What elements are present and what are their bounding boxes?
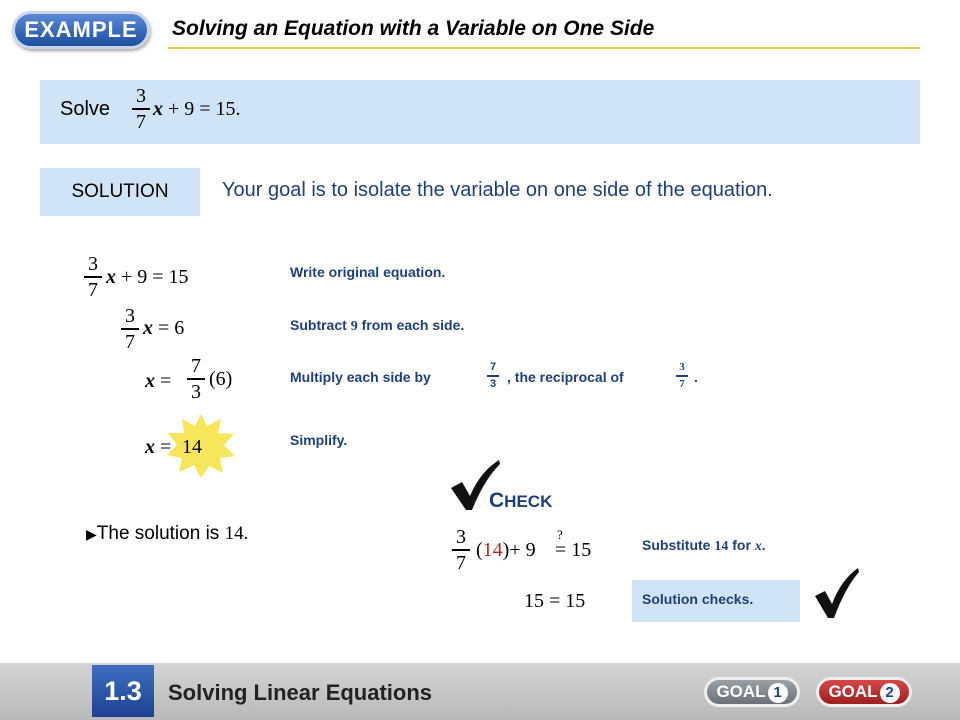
fraction-numerator: 3 [125,305,135,327]
goal-1-label: GOAL [716,682,766,701]
chapter-title: Solving Linear Equations [168,680,433,705]
answer-line [86,523,248,545]
check-note-end: . [761,537,766,553]
fraction-bar [187,378,205,380]
check-note [642,537,766,555]
step3-fraction [187,356,205,402]
check-note-number: 14 [714,539,729,554]
step2-note-pre: Subtract [290,317,347,333]
variable-x: x [145,436,155,458]
step3-note-mid: , the reciprocal of [507,369,624,385]
check-label [489,489,552,513]
fraction-numerator: 7 [191,355,201,377]
fraction-bar [121,328,139,330]
step3-note-pre: Multiply each side by [290,369,431,385]
fraction-bar [452,549,470,551]
check-equation-rhs: = 15 [555,539,592,561]
step3-rest: (6) [209,368,233,390]
fraction-numerator: 3 [136,85,146,107]
fraction-numerator: 7 [489,361,497,373]
check-final-equation: 15 = 15 [524,590,586,612]
fraction-denominator: 3 [191,380,201,403]
step3-note-end: . [694,369,698,385]
step2-note [290,317,464,335]
check-note-variable: x [754,539,762,554]
check-mark-icon [812,566,860,622]
step3-lhs [145,370,171,393]
goal-1-number: 1 [768,683,788,703]
open-paren: ( [476,539,483,561]
step2-note-post: from each side. [361,317,465,333]
section-number-badge: 1.3 [92,665,154,717]
step4-note: Simplify. [290,432,348,448]
step1-fraction [84,254,102,300]
problem-fraction [132,86,150,132]
variable-x: x [106,266,116,288]
goal-2-label: GOAL [828,682,878,701]
problem-prefix: Solve [60,98,111,120]
fraction-bar [84,276,102,278]
goal-1-button[interactable] [704,677,800,707]
step4-value: 14 [182,436,202,458]
check-label-rest: HECK [504,492,553,511]
answer-value: 14. [224,523,249,544]
step3-note-fraction-1 [487,362,499,390]
step2-equation [143,317,184,340]
solution-checks-note: Solution checks. [642,591,754,607]
problem-equation [153,98,241,121]
step4-lhs [145,436,171,459]
check-expression-rest: )+ 9 [502,539,536,561]
fraction-denominator: 7 [125,330,135,353]
step2-fraction [121,306,139,352]
fraction-denominator: 7 [456,551,466,574]
goal-2-button[interactable] [816,677,912,707]
check-label-initial: C [489,489,505,512]
step1-equation [106,266,189,289]
goal-text: Your goal is to isolate the variable on one side of the equation. [222,179,773,201]
solution-label: SOLUTION [40,168,200,216]
step2-note-number: 9 [350,319,358,334]
title-underline [168,47,920,49]
fraction-bar [487,375,499,377]
fraction-denominator: 7 [679,377,685,390]
problem-rest: + 9 = 15. [168,98,241,120]
check-equation [476,539,536,562]
check-fraction [452,527,470,573]
step2-rest: = 6 [158,317,185,339]
step3-note-fraction-2 [676,362,688,390]
example-badge: EXAMPLE [12,11,150,49]
fraction-denominator: 7 [136,110,146,133]
fraction-numerator: 3 [88,253,98,275]
check-substituted-value: 14 [482,539,503,561]
triangle-bullet-icon: ▶ [86,526,97,542]
fraction-denominator: 3 [489,377,497,390]
equals-sign: = [160,370,172,392]
answer-text: The solution is [96,523,220,544]
variable-x: x [153,98,163,120]
equals-sign: = [160,436,172,458]
variable-x: x [143,317,153,339]
goal-2-number: 2 [880,683,900,703]
step1-note: Write original equation. [290,264,446,280]
page-title: Solving an Equation with a Variable on One Side [172,17,655,40]
variable-x: x [145,370,155,392]
check-note-pre: Substitute [642,537,711,553]
question-mark: ? [557,527,563,542]
fraction-denominator: 7 [88,278,98,301]
fraction-numerator: 3 [679,361,685,373]
fraction-bar [676,375,688,377]
step1-rest: + 9 = 15 [121,266,189,288]
fraction-numerator: 3 [456,526,466,548]
fraction-bar [132,108,150,110]
check-note-mid: for [732,537,751,553]
